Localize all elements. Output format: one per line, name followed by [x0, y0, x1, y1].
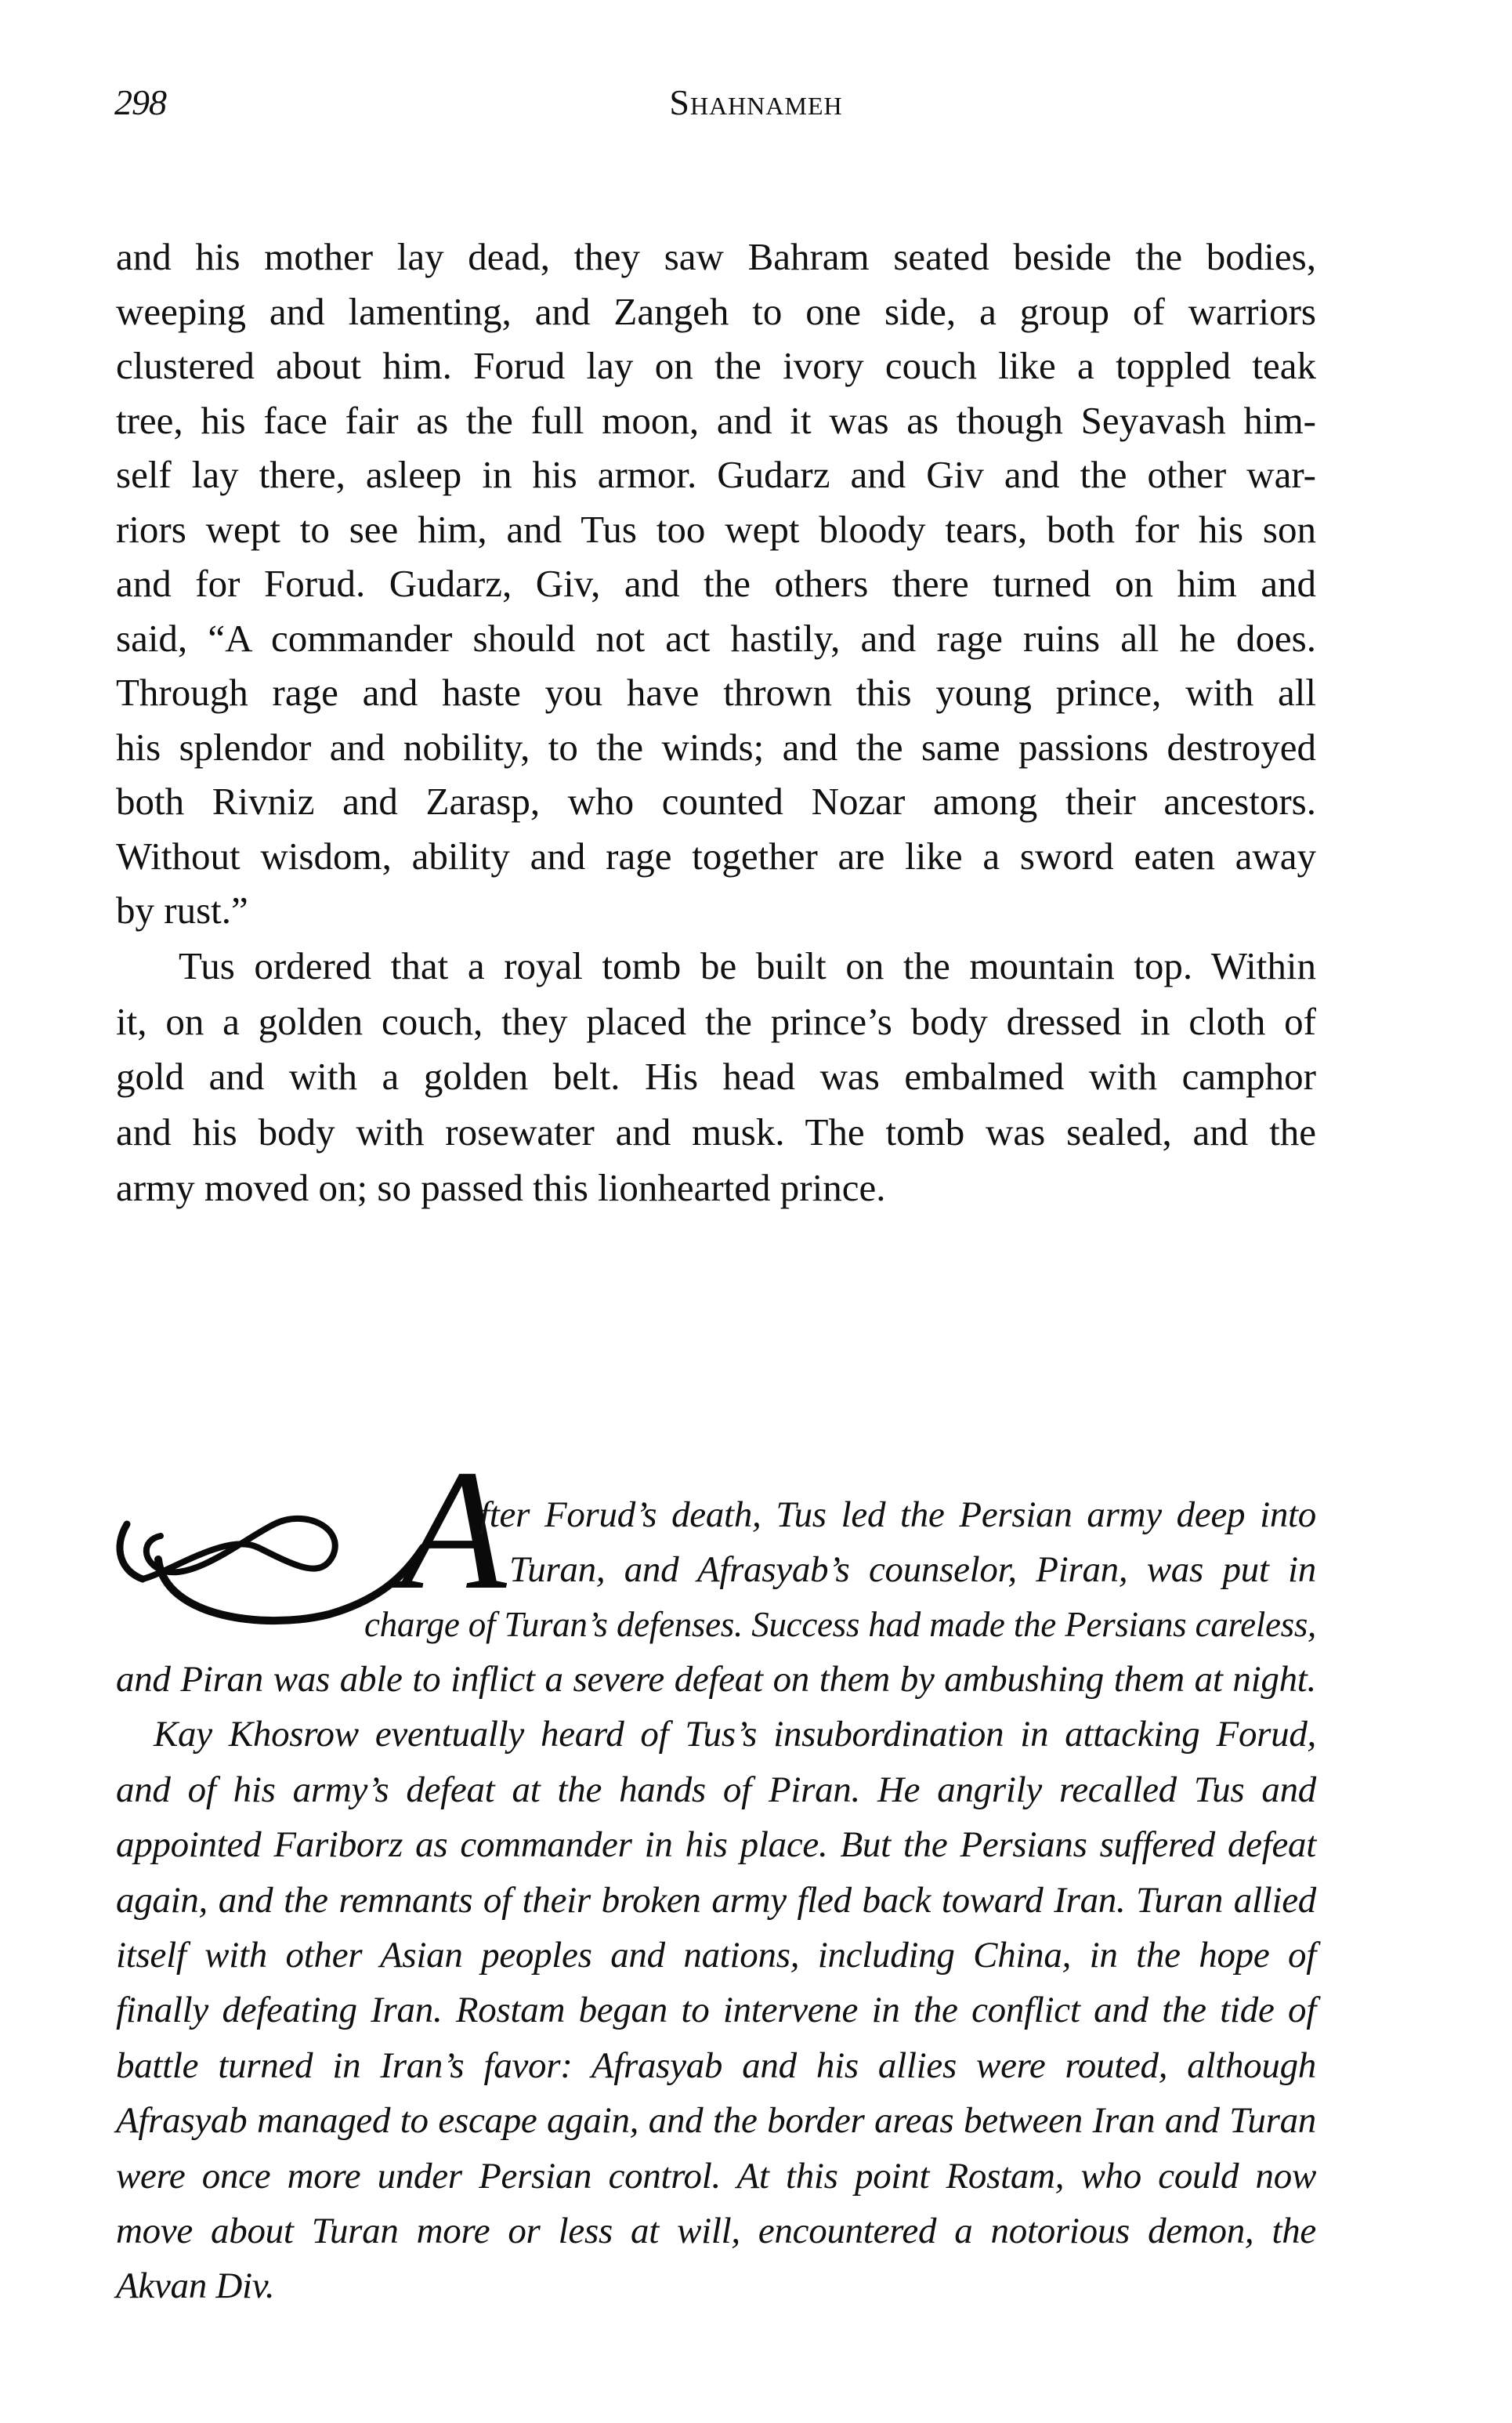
text-line: Tus ordered that a royal tomb be built on the mountain top. Within — [179, 944, 1316, 987]
text-line: battle turned in Iran’s favor: Afrasyab and his allies were routed, although — [116, 2045, 1316, 2086]
text-line: Without wisdom, ability and rage together are like a sword eaten away — [116, 835, 1316, 878]
text-line: clustered about him. Forud lay on the ivory couch like a toppled teak — [116, 344, 1316, 387]
text-line: tree, his face fair as the full moon, and it was as though Seyavash him- — [116, 399, 1316, 442]
text-line: self lay there, asleep in his armor. Gudarz and Giv and the other war- — [116, 453, 1316, 496]
text-line: by rust.” — [116, 889, 248, 932]
text-line: finally defeating Iran. Rostam began to intervene in the conflict and the tide of — [116, 1990, 1316, 2030]
text-line: Akvan Div. — [116, 2265, 275, 2306]
text-line: it, on a golden couch, they placed the prince’s body dressed in cloth of — [116, 1000, 1316, 1043]
text-line: Turan, and Afrasyab’s counselor, Piran, was put in — [509, 1549, 1316, 1590]
text-line: itself with other Asian peoples and nations, including China, in the hope of — [116, 1935, 1316, 1976]
text-line: Afrasyab managed to escape again, and the border areas between Iran and Turan — [116, 2100, 1316, 2141]
text-line: both Rivniz and Zarasp, who counted Nozar among their ancestors. — [116, 780, 1316, 823]
running-title: Shahnameh — [669, 82, 843, 122]
running-head — [0, 81, 1512, 129]
text-line: and his mother lay dead, they saw Bahram seated beside the bodies, — [116, 235, 1316, 278]
text-line: army moved on; so passed this lionhearted prince. — [116, 1166, 886, 1209]
text-line: were once more under Persian control. At this point Rostam, who could now — [116, 2156, 1316, 2197]
text-line: again, and the remnants of their broken army fled back toward Iran. Turan allied — [116, 1880, 1316, 1921]
text-line: his splendor and nobility, to the winds; and the same passions destroyed — [116, 726, 1316, 769]
text-line: gold and with a golden belt. His head was embalmed with camphor — [116, 1055, 1316, 1098]
text-line: and of his army’s defeat at the hands of Piran. He angrily recalled Tus and — [116, 1769, 1316, 1810]
text-line: and his body with rosewater and musk. The tomb was sealed, and the — [116, 1110, 1316, 1154]
text-line: riors wept to see him, and Tus too wept bloody tears, both for his son — [116, 508, 1316, 551]
text-line: charge of Turan’s defenses. Success had made the Persians careless, — [364, 1605, 1316, 1644]
text-line: weeping and lamenting, and Zangeh to one side, a group of warriors — [116, 290, 1316, 333]
text-line: Through rage and haste you have thrown this young prince, with all — [116, 671, 1316, 714]
text-line: move about Turan more or less at will, encountered a notorious demon, the — [116, 2211, 1316, 2251]
text-line: and Piran was able to inflict a severe defeat on them by ambushing them at night. — [116, 1659, 1316, 1700]
text-line: appointed Fariborz as commander in his place. But the Persians suffered defeat — [116, 1824, 1316, 1865]
text-line: fter Forud’s death, Tus led the Persian army deep into — [479, 1494, 1316, 1535]
text-line: said, “A commander should not act hastily, and rage ruins all he does. — [116, 617, 1316, 660]
page-number: 298 — [114, 82, 166, 122]
text-line: Kay Khosrow eventually heard of Tus’s insubordination in attacking Forud, — [154, 1714, 1316, 1755]
drop-cap: A — [401, 1434, 507, 1625]
text-line: and for Forud. Gudarz, Giv, and the others there turned on him and — [116, 562, 1316, 605]
